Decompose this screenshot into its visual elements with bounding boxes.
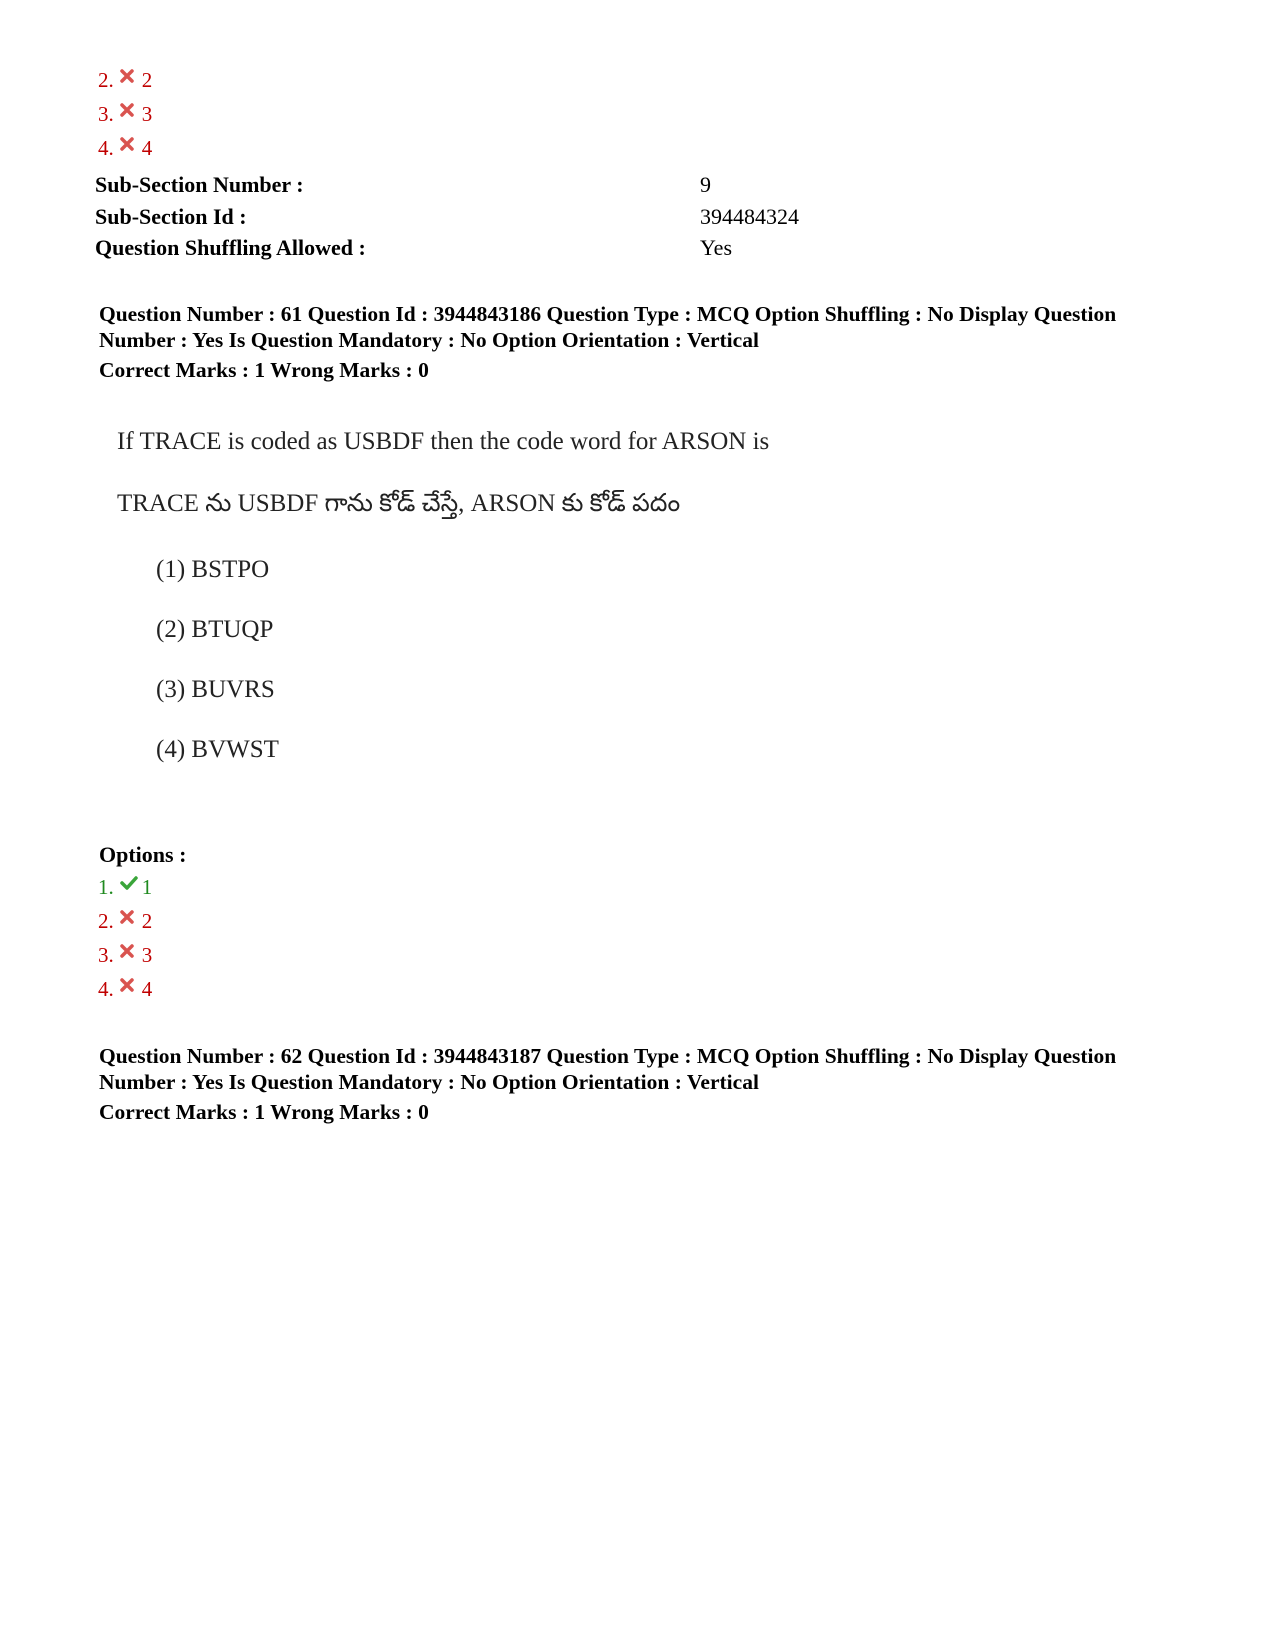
option-line bbox=[98, 943, 152, 967]
subsection-id-value: 394484324 bbox=[700, 204, 799, 229]
question-header-line: Question Number : 62 Question Id : 3944843187 Question Type : MCQ Option Shuffling : No Display Question bbox=[99, 1044, 1117, 1068]
question-header-line: Number : Yes Is Question Mandatory : No Option Orientation : Vertical bbox=[99, 1070, 759, 1094]
subsection-number-value: 9 bbox=[700, 172, 711, 197]
option-line bbox=[98, 68, 152, 92]
option-number: 4. bbox=[98, 136, 114, 160]
question-text-english: If TRACE is coded as USBDF then the code word for ARSON is bbox=[117, 428, 770, 455]
option-number: 2. bbox=[98, 909, 114, 933]
option-value: 3 bbox=[141, 943, 153, 967]
option-value: 2 bbox=[141, 909, 153, 933]
question-text-telugu: TRACE ను USBDF గాను కోడ్ చేస్తే, ARSON కు కోడ్ పదం bbox=[117, 490, 681, 517]
cross-icon bbox=[120, 939, 134, 953]
question-header-line: Number : Yes Is Question Mandatory : No Option Orientation : Vertical bbox=[99, 328, 759, 352]
cross-icon bbox=[120, 132, 134, 146]
answer-choice: (1) BSTPO bbox=[156, 556, 270, 583]
option-line bbox=[98, 136, 152, 160]
question-shuffling-value: Yes bbox=[700, 235, 733, 260]
option-number: 1. bbox=[98, 875, 114, 899]
option-value: 4 bbox=[141, 136, 153, 160]
option-line-correct bbox=[98, 875, 152, 899]
option-number: 4. bbox=[98, 977, 114, 1001]
option-value: 1 bbox=[141, 875, 153, 899]
option-value: 4 bbox=[141, 977, 153, 1001]
question-marks: Correct Marks : 1 Wrong Marks : 0 bbox=[99, 358, 429, 382]
option-value: 2 bbox=[141, 68, 153, 92]
option-number: 3. bbox=[98, 102, 114, 126]
question-62-header bbox=[99, 1043, 1209, 1125]
answer-choice: (2) BTUQP bbox=[156, 616, 274, 643]
subsection-number-label: Sub-Section Number : bbox=[95, 172, 304, 197]
cross-icon bbox=[120, 973, 134, 987]
cross-icon bbox=[120, 98, 134, 112]
question-marks: Correct Marks : 1 Wrong Marks : 0 bbox=[99, 1100, 429, 1124]
question-header-line: Question Number : 61 Question Id : 3944843186 Question Type : MCQ Option Shuffling : No Display Question bbox=[99, 302, 1117, 326]
option-line bbox=[98, 909, 152, 933]
check-icon bbox=[120, 871, 134, 885]
option-value: 3 bbox=[141, 102, 153, 126]
question-61-header bbox=[99, 301, 1209, 383]
option-line bbox=[98, 977, 152, 1001]
options-heading: Options : bbox=[99, 842, 187, 867]
option-number: 2. bbox=[98, 68, 114, 92]
answer-choice: (3) BUVRS bbox=[156, 676, 275, 703]
cross-icon bbox=[120, 64, 134, 78]
cross-icon bbox=[120, 905, 134, 919]
subsection-id-label: Sub-Section Id : bbox=[95, 204, 247, 229]
question-shuffling-label: Question Shuffling Allowed : bbox=[95, 235, 366, 260]
option-number: 3. bbox=[98, 943, 114, 967]
answer-choice: (4) BVWST bbox=[156, 736, 279, 763]
option-line bbox=[98, 102, 152, 126]
